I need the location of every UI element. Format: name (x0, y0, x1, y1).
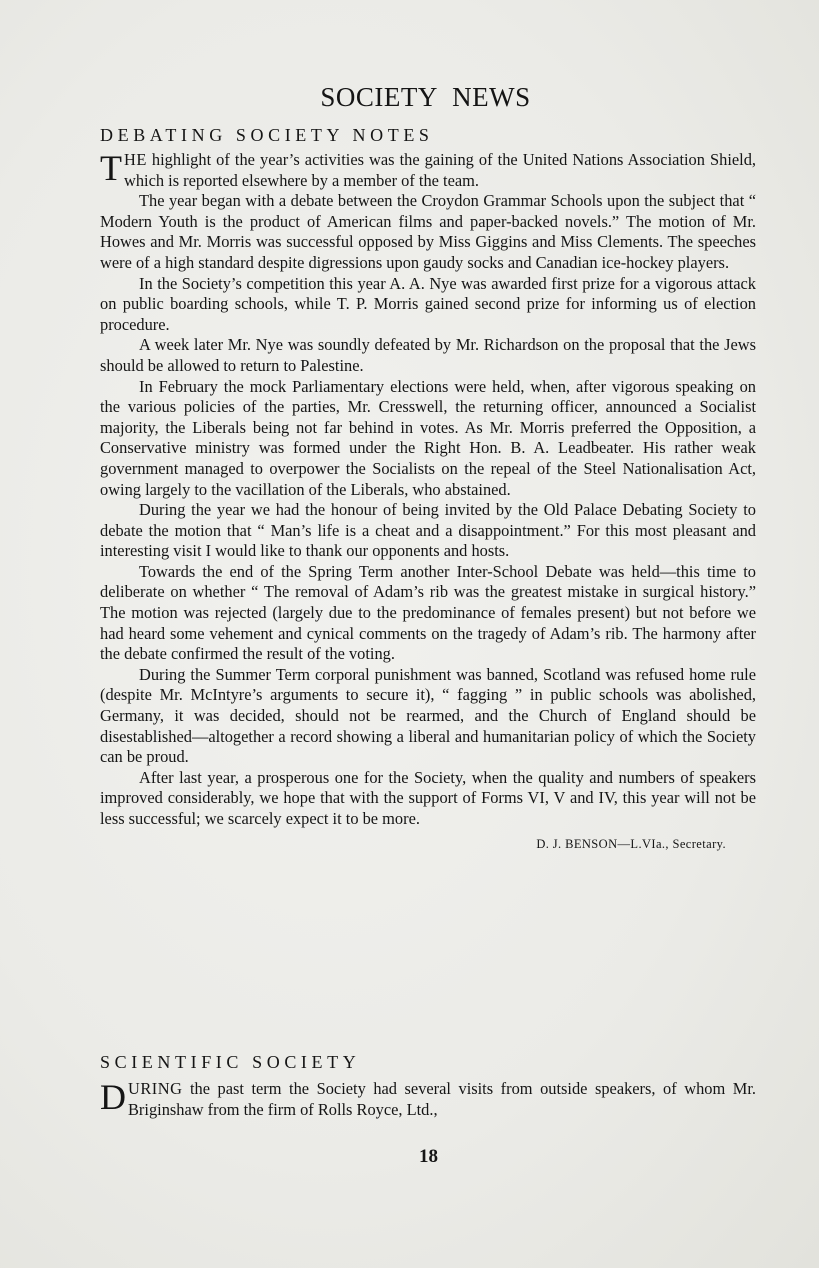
debating-section-heading: DEBATING SOCIETY NOTES (100, 125, 434, 145)
debating-paragraph: During the year we had the honour of being invited by the Old Palace Debating Society to debate the motion that “ Man’s life is a cheat and a disappointment.” For this most pleasant and interesting visit I would like to thank our opponents and hosts. (100, 500, 756, 561)
page-title: SOCIETY NEWS (320, 82, 531, 112)
debating-paragraph: Towards the end of the Spring Term another Inter-School Debate was held—this time to deliberate on whether “ The removal of Adam’s rib was the greatest mistake in surgical history.” The motion was rejected (largely due to the predominance of females present) but not before we had heard some vehement and cynical comments on the tragedy of Adam’s rib. The harmony after the debate confirmed the result of the voting. (100, 561, 756, 664)
drop-cap-letter: D (100, 1077, 126, 1117)
scientific-article-body (100, 1079, 756, 1120)
debating-paragraph: In the Society’s competition this year A. A. Nye was awarded first prize for a vigorous attack on public boarding schools, while T. P. Morris gained second prize for informing us of election procedure. (100, 273, 756, 334)
scientific-section-heading: SCIENTIFIC SOCIETY (100, 1052, 361, 1072)
opening-small-caps: URING (128, 1079, 183, 1098)
drop-cap-letter: T (100, 148, 122, 188)
scientific-opening-paragraph (100, 1079, 756, 1120)
debating-article-body (100, 150, 756, 854)
debating-opening-paragraph (100, 150, 756, 191)
debating-paragraph: After last year, a prosperous one for the Society, when the quality and numbers of speakers improved considerably, we hope that with the support of Forms VI, V and IV, this year will not be less successful; we scarcely expect it to be more. (100, 767, 756, 828)
debating-paragraph: In February the mock Parliamentary elections were held, when, after vigorous speaking on the various policies of the parties, Mr. Cresswell, the returning officer, announced a Socialist majority, the Liberals being not far behind in votes. As Mr. Morris preferred the Opposition, a Conservative ministry was formed under the Right Hon. B. A. Leadbeater. His rather weak government managed to overpower the Socialists on the repeal of the Steel Nationalisation Act, owing largely to the vacillation of the Liberals, who abstained. (100, 376, 756, 499)
debating-paragraph: The year began with a debate between the Croydon Grammar Schools upon the subject that “ Modern Youth is the product of American films and paper-backed novels.” The motion of Mr. Howes and Mr. Morris was successful opposed by Miss Giggins and Miss Clements. The speeches were of a high standard despite digressions upon gaudy socks and Canadian ice-hockey players. (100, 191, 756, 272)
opening-text: highlight of the year’s activities was the gaining of the United Nations Association Shield, which is reported elsewhere by a member of the team. (124, 150, 756, 190)
debating-paragraph: During the Summer Term corporal punishment was banned, Scotland was refused home rule (despite Mr. McIntyre’s arguments to secure it), “ fagging ” in public schools was abolished, Germany, it was decided, should not be rearmed, and the Church of England should be disestablished—altogether a record showing a liberal and humanitarian policy of which the Society can be proud. (100, 664, 756, 767)
debating-paragraph: A week later Mr. Nye was soundly defeated by Mr. Richardson on the proposal that the Jews should be allowed to return to Palestine. (100, 335, 756, 375)
opening-small-caps: HE (124, 150, 147, 169)
secretary-signature: D. J. BENSON—L.VIa., Secretary. (536, 836, 726, 851)
page-number: 18 (419, 1146, 438, 1167)
opening-text: the past term the Society had several visits from outside speakers, of whom Mr. Briginshaw from the firm of Rolls Royce, Ltd., (128, 1079, 756, 1119)
